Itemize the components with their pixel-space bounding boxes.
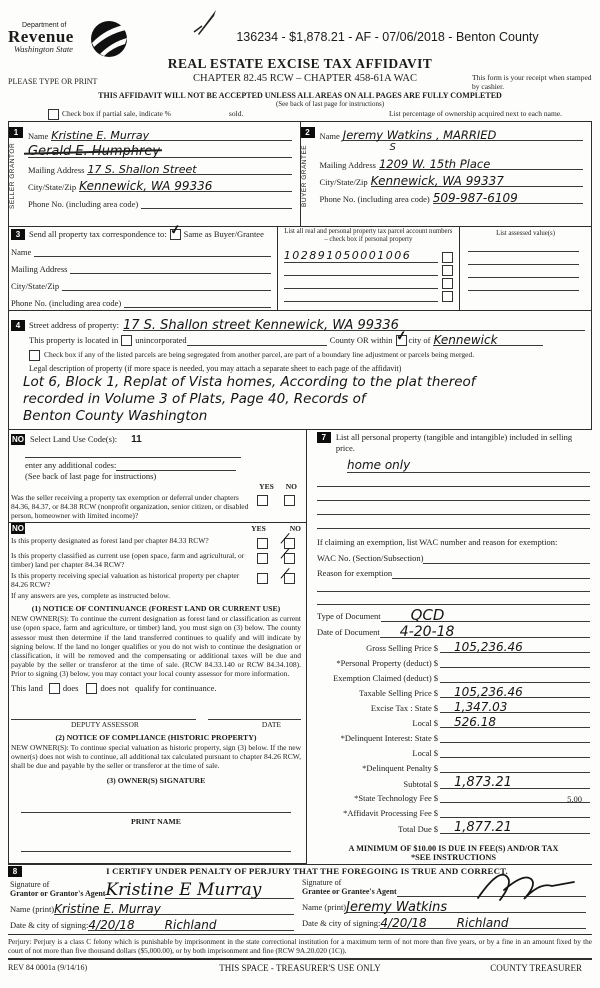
fee-value-0: 105,236.46 <box>454 640 523 654</box>
seller-mailing-value: 17 S. Shallon Street <box>87 163 197 176</box>
grantor-name-print-field[interactable] <box>54 902 294 915</box>
fee-label-6: *Delinquent Interest: State <box>340 733 432 743</box>
buyer-city-field[interactable] <box>371 172 583 187</box>
historic-property-question: Is this property receiving special valuation as historical property per chapter 84.26 RCW? <box>11 571 240 589</box>
seller-phone-field[interactable] <box>141 197 291 209</box>
grantee-name-print-field[interactable] <box>346 900 586 913</box>
form-title: REAL ESTATE EXCISE TAX AFFIDAVIT <box>167 56 433 71</box>
seller-city-label: City/State/Zip <box>28 182 77 192</box>
reason-field-2[interactable] <box>317 580 590 592</box>
county-field[interactable] <box>187 334 327 346</box>
land-use-code-value: 11 <box>131 433 142 445</box>
assessed-field-4[interactable] <box>468 279 579 291</box>
fee-field-9[interactable] <box>440 773 590 789</box>
grantor-date-city-field[interactable] <box>88 918 294 931</box>
street-address-value: 17 S. Shallon street Kennewick, WA 99336 <box>122 318 399 333</box>
seller-struck-name: Gerald E. Humphrey <box>28 144 161 159</box>
fee-label-0: Gross Selling Price <box>366 643 432 653</box>
fee-field-5[interactable] <box>440 713 590 728</box>
pen-mark <box>192 2 226 40</box>
fee-field-4[interactable] <box>440 698 590 713</box>
dor-swoosh-icon <box>88 18 130 60</box>
if-yes-note: If any answers are yes, complete as instructed below. <box>11 591 171 600</box>
partial-sale-label: Check box if partial sale, indicate % <box>62 109 171 118</box>
buyer-phone-field[interactable] <box>433 189 583 204</box>
parcel-number-value: 102891050001006 <box>283 249 412 262</box>
deputy-assessor-label: DEPUTY ASSESSOR <box>71 719 139 729</box>
county-or-label: County OR within <box>329 335 393 345</box>
land-does-not-checkbox[interactable] <box>86 683 97 694</box>
s6-yes-header: YES <box>251 524 266 533</box>
fee-field-2[interactable] <box>440 668 590 683</box>
assessed-field-2[interactable] <box>468 253 579 265</box>
notice2-title: (2) NOTICE OF COMPLIANCE (HISTORIC PROPERTY) <box>55 732 257 742</box>
qualify-label: qualify for continuance. <box>135 682 217 693</box>
buyer-phone-value: 509-987-6109 <box>432 191 518 205</box>
land-use-extra-field[interactable] <box>25 446 241 458</box>
s5-yes-header: YES <box>259 482 274 491</box>
grantor-signature-field[interactable] <box>105 878 294 899</box>
buyer-mailing-label: Mailing Address <box>319 160 376 170</box>
seller-city-value: Kennewick, WA 99336 <box>79 179 213 193</box>
parcel-personal-checkbox-2[interactable] <box>442 265 453 276</box>
parcel-field-1[interactable] <box>284 244 438 263</box>
fee-field-12[interactable] <box>440 818 590 834</box>
grantee-name-print-label: Name (print) <box>302 901 347 912</box>
buyer-mailing-field[interactable] <box>379 155 583 170</box>
parcel-field-2[interactable] <box>284 264 438 276</box>
owners-signature-label: (3) OWNER(S) SIGNATURE <box>106 776 206 786</box>
city-value: Kennewick <box>433 333 498 347</box>
logo-revenue-text: Revenue <box>8 27 74 46</box>
buyer-mailing-value: 1209 W. 15th Place <box>378 157 491 171</box>
see-instructions-note: *SEE INSTRUCTIONS <box>410 852 497 862</box>
land-does-checkbox[interactable] <box>49 683 60 694</box>
dollar-sign: $ <box>433 703 438 713</box>
seller-city-field[interactable] <box>79 177 291 192</box>
section1-number: 1 <box>9 127 23 138</box>
city-of-label: city of <box>408 335 431 345</box>
wac-label: WAC No. (Section/Subsection) <box>317 553 424 563</box>
chapter-line: CHAPTER 82.45 RCW – CHAPTER 458-61A WAC <box>193 73 417 84</box>
buyer-name-field[interactable] <box>343 126 583 141</box>
additional-codes-field[interactable] <box>116 459 236 471</box>
grantee-date-city-field[interactable] <box>380 916 586 929</box>
seller-name2-field[interactable] <box>28 142 292 158</box>
print-name-label: PRINT NAME <box>131 817 181 827</box>
fee-field-11[interactable] <box>440 803 590 818</box>
fee-value-6 <box>440 730 454 744</box>
assessed-field-1[interactable] <box>468 240 579 252</box>
personal-property-label: List all personal property (tangible and intangible) included in selling price. <box>335 432 573 453</box>
type-of-document-label: Type of Document <box>317 611 381 621</box>
notice2-body: NEW OWNER(S): To continue special valuation as historic property, sign (3) below. If the new owner(s) does not wish to continue, all additional tax calculated pursuant to chapter 84.26 RCW, shall be due and payable by the seller or transferor at the time of sale. <box>11 742 301 771</box>
dollar-sign: $ <box>433 658 438 668</box>
s3-name-field[interactable] <box>34 245 270 257</box>
dor-logo <box>8 22 183 54</box>
q3-no-checkbox[interactable] <box>284 573 295 584</box>
assessed-header: List assessed value(s) <box>496 230 555 237</box>
section6-number: NO <box>12 524 24 533</box>
grantee-city-value: Richland <box>456 915 509 930</box>
owners-signature-field[interactable] <box>21 801 291 813</box>
buyer-box <box>300 122 592 226</box>
land-use-label: Select Land Use Code(s): <box>30 433 118 444</box>
same-as-buyer-checkbox[interactable] <box>170 229 181 240</box>
exemption-note: If claiming an exemption, list WAC number and reason for exemption: <box>317 537 558 547</box>
does-not-label: does not <box>100 682 130 693</box>
treasurer-use-label: THIS SPACE - TREASURER'S USE ONLY <box>219 962 381 973</box>
reason-field-3[interactable] <box>317 593 590 605</box>
dollar-sign: $ <box>433 643 438 653</box>
segregated-label: Check box if any of the listed parcels are being segregated from another parcel, are part of a boundary line adjustment or parcels being merged. <box>44 350 475 359</box>
ownership-note: List percentage of ownership acquired next to each name. <box>388 109 562 118</box>
send-correspondence-label: Send all property tax correspondence to: <box>29 229 167 239</box>
seller-name-value: Kristine E. Murray <box>51 129 150 142</box>
cashier-stamp: 136234 - $1,878.21 - AF - 07/06/2018 - Benton County <box>236 30 539 44</box>
fee-label-8: *Delinquent Penalty <box>362 763 432 773</box>
dollar-sign: $ <box>433 792 438 803</box>
section5-number: NO <box>12 434 24 444</box>
fee-label-5: Local <box>412 718 432 728</box>
fee-label-3: Taxable Selling Price <box>359 688 432 698</box>
dollar-sign: $ <box>433 748 438 758</box>
fee-label-2: Exemption Claimed (deduct) <box>333 673 432 683</box>
s3-city-field[interactable] <box>62 279 271 291</box>
fee-value-8 <box>440 760 454 774</box>
assessed-field-3[interactable] <box>468 266 579 278</box>
dollar-sign: $ <box>433 673 438 683</box>
fee-value-1 <box>440 655 454 669</box>
certify-statement: I CERTIFY UNDER PENALTY OF PERJURY THAT THE FOREGOING IS TRUE AND CORRECT. <box>106 866 508 876</box>
additional-codes-label: enter any additional codes: <box>25 460 117 470</box>
grantor-signature-label: Signature of Grantor or Grantor's Agent <box>10 879 106 898</box>
sold-label: sold. <box>228 109 244 118</box>
q2-no-checkbox[interactable] <box>284 553 295 564</box>
land-use-column <box>8 430 307 864</box>
reason-label: Reason for exemption <box>317 568 393 578</box>
fee-field-6[interactable] <box>440 728 590 743</box>
fee-label-1: *Personal Property (deduct) <box>336 658 432 668</box>
section4-number: 4 <box>11 320 25 331</box>
fee-field-7[interactable] <box>440 743 590 758</box>
personal-property-column <box>307 430 592 864</box>
buyer-phone-label: Phone No. (including area code) <box>319 194 430 204</box>
minimum-fee-note: A MINIMUM OF $10.00 IS DUE IN FEE(S) AND/OR TAX <box>348 843 559 853</box>
buyer-side-label: BUYER GRANTEE <box>300 144 308 208</box>
parcel-field-3[interactable] <box>284 277 438 289</box>
grantee-signature-field[interactable] <box>397 885 586 897</box>
parcel-header: List all real and personal property tax parcel account numbers – check box if personal property <box>284 228 453 243</box>
buyer-city-value: Kennewick, WA 99337 <box>370 174 504 188</box>
personal-property-field-4[interactable] <box>317 503 590 515</box>
personal-property-field-5[interactable] <box>317 517 590 529</box>
date-of-document-value: 4-20-18 <box>399 624 455 640</box>
forest-land-question: Is this property designated as forest land per chapter 84.33 RCW? <box>11 536 209 545</box>
parcel-personal-checkbox-1[interactable] <box>442 252 453 263</box>
deputy-assessor-signature-field[interactable] <box>11 708 196 720</box>
seller-mailing-label: Mailing Address <box>28 165 85 175</box>
grantee-name-print-value: Jeremy Watkins <box>346 899 448 915</box>
county-treasurer-label: COUNTY TREASURER <box>490 962 582 973</box>
section8-number: 8 <box>8 866 22 877</box>
notice1-title: (1) NOTICE OF CONTINUANCE (FOREST LAND OR CURRENT USE) <box>31 604 281 614</box>
logo-dept-text: Department of <box>22 22 67 29</box>
current-use-question: Is this property classified as current use (open space, farm and agricultural, or timber) land per chapter 84.34 RCW? <box>11 551 245 569</box>
parcel-field-4[interactable] <box>284 290 438 302</box>
personal-property-field-2[interactable] <box>317 475 590 487</box>
form-revision-number: REV 84 0001a (9/14/16) <box>8 962 88 972</box>
date-of-document-field[interactable] <box>380 625 590 638</box>
fee-value-7 <box>440 745 454 759</box>
fee-field-0[interactable] <box>440 638 590 653</box>
section2-number: 2 <box>301 127 315 138</box>
personal-property-value: home only <box>347 458 411 472</box>
parcel-personal-checkbox-4[interactable] <box>442 291 453 302</box>
segregated-checkbox[interactable] <box>29 350 40 361</box>
does-label: does <box>62 682 79 693</box>
fee-value-10: 5.00 <box>567 793 582 804</box>
exemption-yes-checkbox[interactable] <box>257 495 268 506</box>
logo-state-text: Washington State <box>14 44 73 54</box>
buyer-name-value: Jeremy Watkins , MARRIED <box>342 128 497 142</box>
exemption-no-checkbox[interactable] <box>284 495 295 506</box>
fee-label-4: Excise Tax : State <box>370 703 432 713</box>
q1-no-checkbox[interactable] <box>284 538 295 549</box>
seller-box <box>9 122 300 226</box>
this-land-label: This land <box>11 682 43 693</box>
legal-line-3: Benton County Washington <box>23 408 208 424</box>
section7-number: 7 <box>317 432 331 443</box>
fee-field-8[interactable] <box>440 758 590 773</box>
grantor-name-print-label: Name (print) <box>10 903 55 914</box>
buyer-name-sub: S <box>389 142 396 153</box>
parcel-personal-checkbox-3[interactable] <box>442 278 453 289</box>
s3-mailing-label: Mailing Address <box>11 264 68 274</box>
grantor-city-value: Richland <box>164 917 217 932</box>
dollar-sign: $ <box>433 688 438 698</box>
fee-field-10[interactable] <box>440 792 590 803</box>
fee-value-11 <box>440 805 454 819</box>
grantee-date-city-label: Date & city of signing: <box>302 917 381 928</box>
dollar-sign: $ <box>433 733 438 743</box>
legal-description-label: Legal description of property (if more space is needed, you may attach a separate sheet to each page of the affidavit) <box>29 364 402 373</box>
street-address-field[interactable] <box>123 318 585 331</box>
legal-line-2: recorded in Volume 3 of Plats, Page 40, Records of <box>23 391 366 407</box>
fee-value-3: 105,236.46 <box>454 685 523 699</box>
located-in-label: This property is located in <box>29 335 119 345</box>
q2-yes-checkbox[interactable] <box>257 553 268 564</box>
unincorporated-checkbox[interactable] <box>121 335 132 346</box>
grantee-date-value: 4/20/18 <box>380 915 427 930</box>
seller-name-field[interactable] <box>51 127 291 141</box>
grantor-signature-value: Kristine E Murray <box>105 879 262 900</box>
fee-value-5: 526.18 <box>454 715 496 729</box>
city-checkbox[interactable] <box>396 335 407 346</box>
buyer-city-label: City/State/Zip <box>319 177 368 187</box>
dollar-sign: $ <box>433 779 438 789</box>
city-field[interactable] <box>433 333 543 346</box>
fee-value-9: 1,873.21 <box>454 775 512 790</box>
dollar-sign: $ <box>433 823 438 834</box>
unincorporated-label: unincorporated <box>135 335 187 345</box>
wac-field[interactable] <box>423 552 590 564</box>
personal-property-field-3[interactable] <box>317 489 590 501</box>
fee-field-3[interactable] <box>440 683 590 698</box>
grantor-date-city-label: Date & city of signing: <box>10 919 89 930</box>
partial-sale-checkbox[interactable] <box>48 109 59 120</box>
q3-yes-checkbox[interactable] <box>257 573 268 584</box>
grantor-name-print-value: Kristine E. Murray <box>54 901 161 916</box>
s3-phone-field[interactable] <box>124 296 270 308</box>
same-as-buyer-label: Same as Buyer/Grantee <box>183 229 264 239</box>
fee-label-10: *State Technology Fee <box>354 792 432 803</box>
fee-value-2 <box>440 670 454 684</box>
date-of-document-label: Date of Document <box>317 627 380 637</box>
seller-exemption-question: Was the seller receiving a property tax exemption or deferral under chapters 84.36, 84.37, or 84.38 RCW (nonprofit organization, senior citizen, or disabled person, homeowner with limited income)? <box>11 493 249 520</box>
fee-label-11: *Affidavit Processing Fee <box>343 807 432 818</box>
fee-value-4: 1,347.03 <box>454 700 508 714</box>
s3-name-label: Name <box>11 247 32 257</box>
dollar-sign: $ <box>433 763 438 773</box>
grantee-signature-scribble <box>470 872 580 902</box>
buyer-name-label: Name <box>319 131 340 141</box>
grantor-date-value: 4/20/18 <box>88 917 135 932</box>
personal-property-field-1[interactable] <box>347 454 590 473</box>
seller-phone-label: Phone No. (including area code) <box>28 199 139 209</box>
dollar-sign: $ <box>433 718 438 728</box>
s5-no-header: NO <box>285 482 297 491</box>
s3-phone-label: Phone No. (including area code) <box>11 298 122 308</box>
seller-mailing-field[interactable] <box>87 161 291 175</box>
type-of-document-value: QCD <box>410 606 445 624</box>
see-back-instructions: (See back of last page for instructions) <box>25 471 157 481</box>
seller-side-label: SELLER GRANTOR <box>9 142 16 210</box>
fee-value-12: 1,877.21 <box>454 819 512 835</box>
street-address-label: Street address of property: <box>29 320 119 330</box>
receipt-note: This form is your receipt when stamped by cashier. <box>472 73 592 91</box>
legal-line-1: Lot 6, Block 1, Replat of Vista homes, According to the plat thereof <box>23 374 476 390</box>
perjury-paragraph: Perjury: Perjury is a class C felony which is punishable by imprisonment in the state correctional institution for a maximum term of not more than five years, or by a fine in an amount fixed by the court of not more than five thousand dollars ($5,000.00), or by both imprisonment and fine (RCW 9A.20.020 (1C)). <box>8 934 592 958</box>
dollar-sign: $ <box>433 807 438 818</box>
print-name-field[interactable] <box>21 840 291 852</box>
fee-label-12: Total Due <box>398 823 432 834</box>
deputy-date-label: DATE <box>261 719 281 729</box>
deputy-date-field[interactable] <box>208 708 301 720</box>
q1-yes-checkbox[interactable] <box>257 538 268 549</box>
s6-no-header: NO <box>289 524 301 533</box>
type-or-print: PLEASE TYPE OR PRINT <box>8 77 98 86</box>
s3-city-label: City/State/Zip <box>11 281 60 291</box>
reason-field[interactable] <box>392 567 590 579</box>
seller-name-label: Name <box>28 131 49 141</box>
fee-label-9: Subtotal <box>403 779 432 789</box>
fee-field-1[interactable] <box>440 653 590 668</box>
notice1-body: NEW OWNER(S): To continue the current designation as forest land or classification as current use (open space, farm and agriculture, or timber) land, you must sign on (3) below. The county assessor must then determine if the land transferred continues to qualify and will indicate by signing below. If the land no longer qualifies or you do not wish to continue the designation or classification, it will be removed and the compensating or additional taxes will be due and payable by the seller or transferor at the time of sale. (RCW 84.33.140 or RCW 84.34.108). Prior to signing (3) below, you may contact your local county assessor for more information. <box>11 614 301 679</box>
section3-number: 3 <box>11 229 25 240</box>
grantee-signature-label: Signature of Grantee or Grantee's Agent <box>302 877 397 896</box>
type-of-document-field[interactable] <box>381 608 590 622</box>
warning-line: THIS AFFIDAVIT WILL NOT BE ACCEPTED UNLESS ALL AREAS ON ALL PAGES ARE FULLY COMPLETED <box>98 91 502 100</box>
see-back-note: (See back of last page for instructions) <box>275 100 385 108</box>
fee-label-7: Local <box>412 748 432 758</box>
s3-mailing-field[interactable] <box>70 262 270 274</box>
